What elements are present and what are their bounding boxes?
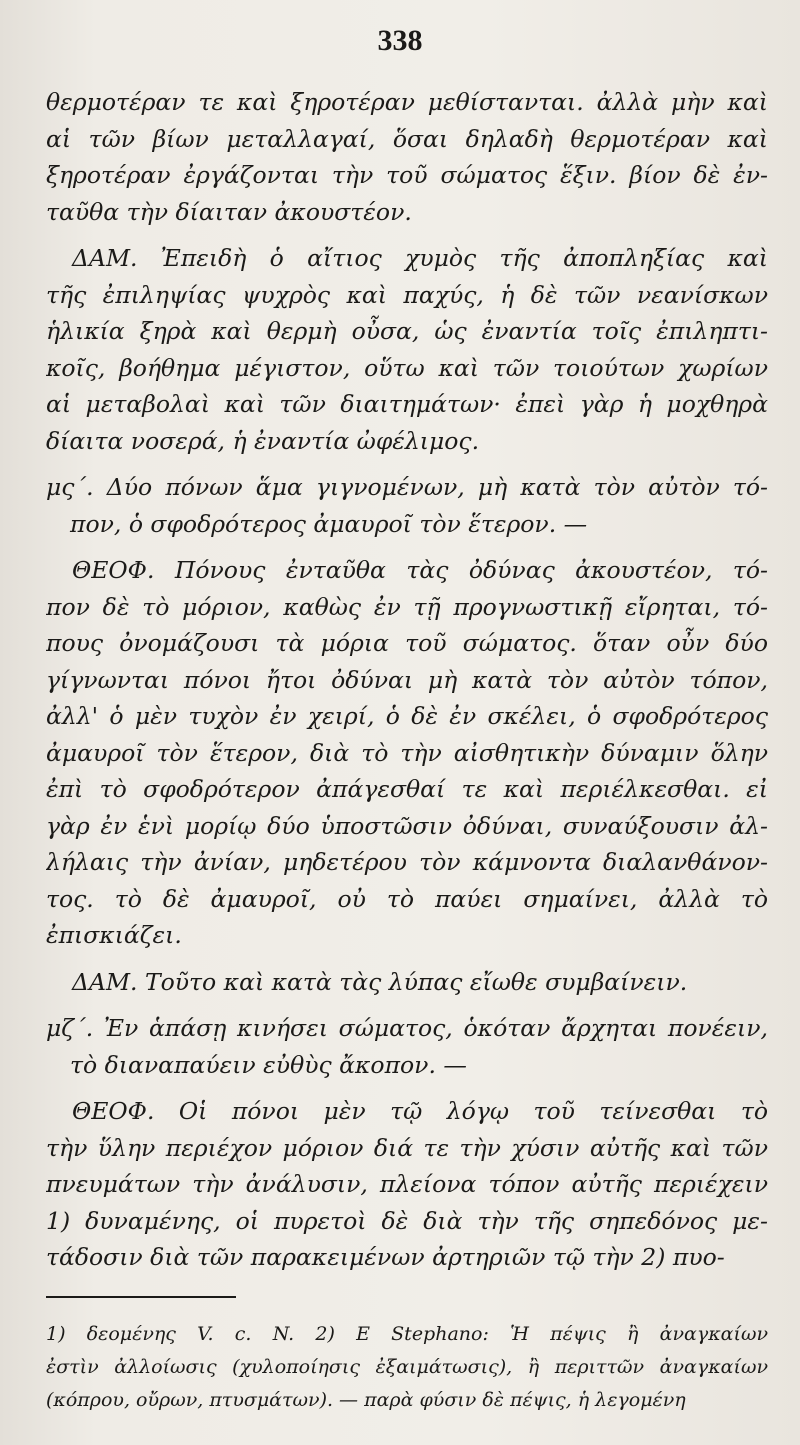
text-line: γὰρ ἐν ἑνὶ μορίῳ δύο ὑποστῶσιν ὀδύναι, συναύξουσιν ἀλ- [46,811,768,840]
text-line: ΔΑΜ. Τοῦτο καὶ κατὰ τὰς λύπας εἴωθε συμβαίνειν. [72,967,688,996]
text-line: τὴν ὕλην περιέχον μόριον διά τε τὴν χύσιν αὐτῆς καὶ τῶν [46,1133,768,1162]
text-line: μς΄. Δύο πόνων ἅμα γιγνομένων, μὴ κατὰ τὸν αὐτὸν τό- [46,473,768,501]
paragraph-gap [46,230,768,240]
text-line: τὸ διαναπαύειν εὐθὺς ἄκοπον. — [70,1050,467,1079]
text-line: ἐπὶ τὸ σφοδρότερον ἀπάγεσθαί τε καὶ περιέλκεσθαι. εἰ [46,775,768,803]
text-line: κοῖς, βοήθημα μέγιστον, οὕτω καὶ τῶν τοιούτων χωρίων [46,353,768,382]
text-line: αἱ τῶν βίων μεταλλαγαί, ὅσαι δηλαδὴ θερμοτέραν καὶ [46,124,768,153]
page-number: 338 [377,24,423,57]
paragraph-gap [46,542,768,552]
text-line: ἀλλ' ὁ μὲν τυχὸν ἐν χειρί, ὁ δὲ ἐν σκέλει, ὁ σφοδρότερος [46,702,768,730]
text-line: πνευμάτων τὴν ἀνάλυσιν, πλείονα τόπον αὐτῆς περιέχειν [46,1170,768,1198]
body-text [46,84,768,1276]
paragraph [46,240,768,459]
paragraph-gap [46,954,768,964]
text-line: πον δὲ τὸ μόριον, καθὼς ἐν τῇ προγνωστικῇ εἴρηται, τό- [46,592,768,621]
paragraph [46,469,768,542]
footnote-line: (κόπρου, οὔρων, πτυσμάτων). — παρὰ φύσιν δὲ πέψις, ἡ λεγομένη [46,1389,686,1411]
paragraph [46,1093,768,1276]
footnotes [46,1318,768,1417]
paragraph [46,1010,768,1083]
text-line: πους ὀνομάζουσι τὰ μόρια τοῦ σώματος. ὅταν οὖν δύο [46,629,768,657]
paragraph-gap [46,459,768,469]
text-line: ΘΕΟΦ. Πόνους ἐνταῦθα τὰς ὀδύνας ἀκουστέον, τό- [72,556,768,584]
text-line: ἡλικία ξηρὰ καὶ θερμὴ οὖσα, ὡς ἐναντία τοῖς ἐπιληπτι- [46,317,768,345]
paragraph [46,552,768,954]
paragraph-gap [46,1000,768,1010]
paragraph [46,964,768,1001]
text-line: δίαιτα νοσερά, ἡ ἐναντία ὠφέλιμος. [46,426,480,455]
text-line: ξηροτέραν ἐργάζονται τὴν τοῦ σώματος ἕξιν. βίον δὲ ἐν- [46,161,768,189]
text-line: ταῦθα τὴν δίαιταν ἀκουστέον. [46,197,412,226]
paragraph-gap [46,1083,768,1093]
footnote-line: ἐστὶν ἀλλοίωσις (χυλοποίησις ἐξαιμάτωσις), ἢ περιττῶν ἀναγκαίων [46,1356,768,1378]
text-line: ἀμαυροῖ τὸν ἕτερον, διὰ τὸ τὴν αἰσθητικὴν δύναμιν ὅλην [46,738,768,767]
text-line: ΔΑΜ. Ἐπειδὴ ὁ αἴτιος χυμὸς τῆς ἀποπληξίας καὶ [72,244,768,272]
text-line: πον, ὁ σφοδρότερος ἀμαυροῖ τὸν ἕτερον. — [70,509,588,538]
text-line: λήλαις τὴν ἀνίαν, μηδετέρου τὸν κάμνοντα διαλανθάνον- [46,848,768,876]
text-line: τάδοσιν διὰ τῶν παρακειμένων ἀρτηριῶν τῷ τὴν 2) πυο- [46,1243,725,1271]
text-line: ΘΕΟΦ. Οἱ πόνοι μὲν τῷ λόγῳ τοῦ τείνεσθαι τὸ [72,1097,768,1125]
text-line: γίγνωνται πόνοι ἤτοι ὀδύναι μὴ κατὰ τὸν αὐτὸν τόπον, [46,665,768,694]
paragraph [46,84,768,230]
text-line: 1) δυναμένης, οἱ πυρετοὶ δὲ διὰ τὴν τῆς σηπεδόνος με- [46,1206,768,1235]
text-line: μζ΄. Ἐν ἁπάσῃ κινήσει σώματος, ὁκόταν ἄρχηται πονέειν, [46,1014,768,1042]
text-line: τῆς ἐπιληψίας ψυχρὸς καὶ παχύς, ἡ δὲ τῶν νεανίσκων [46,280,768,309]
text-line: θερμοτέραν τε καὶ ξηροτέραν μεθίστανται. ἀλλὰ μὴν καὶ [46,88,768,116]
footnote-divider [46,1296,236,1298]
text-line: τος. τὸ δὲ ἀμαυροῖ, οὐ τὸ παύει σημαίνει, ἀλλὰ τὸ [46,884,768,913]
text-line: αἱ μεταβολαὶ καὶ τῶν διαιτημάτων· ἐπεὶ γὰρ ἡ μοχθηρὰ [46,390,768,418]
footnote-line: 1) δεομένης V. c. N. 2) E Stephano: Ἡ πέψις ἢ ἀναγκαίων [46,1323,768,1345]
text-line: ἐπισκιάζει. [46,921,182,949]
